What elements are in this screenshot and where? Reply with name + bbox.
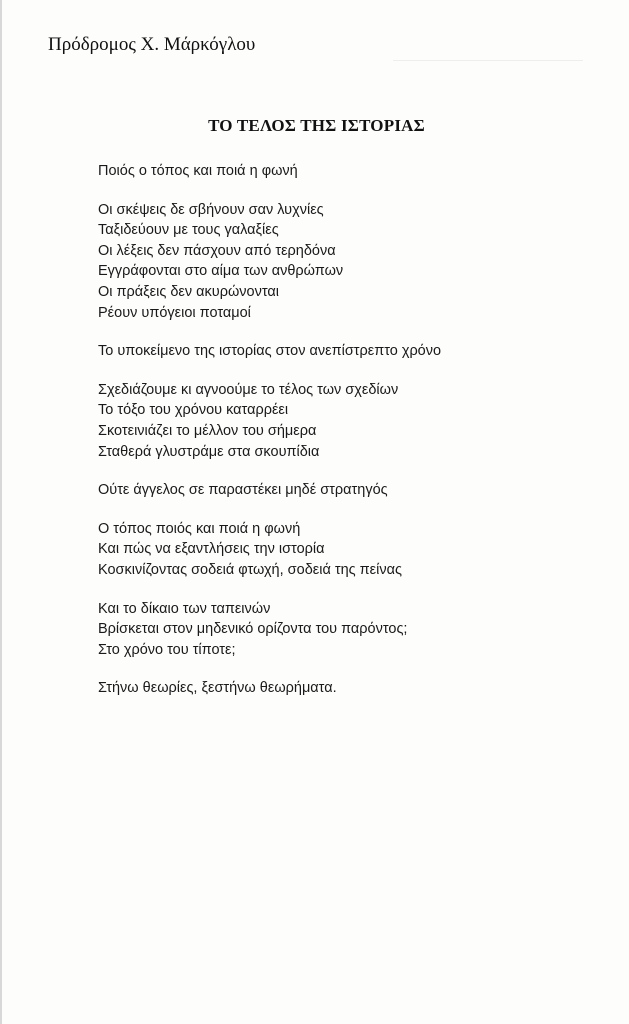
poem-line: Οι πράξεις δεν ακυρώνονται	[98, 283, 279, 300]
poem-stanza	[98, 480, 441, 501]
poem-line: Το τόξο του χρόνου καταρρέει	[98, 402, 289, 419]
poem-stanza	[98, 200, 441, 324]
poem-line: Το υποκείμενο της ιστορίας στον ανεπίστρεπτο χρόνο	[98, 343, 442, 360]
poem-line: Σκοτεινιάζει το μέλλον του σήμερα	[98, 422, 317, 439]
poem-line: Οι σκέψεις δε σβήνουν σαν λυχνίες	[98, 201, 324, 218]
poem-line: Στήνω θεωρίες, ξεστήνω θεωρήματα.	[98, 680, 337, 697]
poem-stanza	[98, 599, 441, 661]
poem-stanza	[98, 380, 441, 462]
poem-line: Στο χρόνο του τίποτε;	[98, 641, 236, 658]
poem-line: Οι λέξεις δεν πάσχουν από τερηδόνα	[98, 242, 336, 259]
poem-line: Εγγράφονται στο αίμα των ανθρώπων	[98, 263, 344, 280]
poem-line: Ταξιδεύουν με τους γαλαξίες	[98, 222, 279, 239]
poem-line: Σχεδιάζουμε κι αγνοούμε το τέλος των σχεδίων	[98, 381, 399, 398]
poem-stanza	[98, 678, 441, 699]
poem-line: Και το δίκαιο των ταπεινών	[98, 600, 271, 617]
poem-line: Σταθερά γλυστράμε στα σκουπίδια	[98, 443, 320, 460]
poem-line: Βρίσκεται στον μηδενικό ορίζοντα του παρόντος;	[98, 621, 408, 638]
poem-body	[98, 161, 441, 717]
poem-stanza	[98, 341, 441, 362]
poem-line: Ο τόπος ποιός και ποιά η φωνή	[98, 520, 301, 537]
page-header-author: Πρόδρομος Χ. Μάρκόγλου	[48, 34, 256, 55]
poem-line: Και πώς να εξαντλήσεις την ιστορία	[98, 541, 325, 558]
poem-line: Κοσκινίζοντας σοδειά φτωχή, σοδειά της πείνας	[98, 561, 402, 578]
poem-line: Ρέουν υπόγειοι ποταμοί	[98, 304, 251, 321]
poem-title: ΤΟ ΤΕΛΟΣ ΤΗΣ ΙΣΤΟΡΙΑΣ	[208, 116, 425, 135]
poem-line: Ποιός ο τόπος και ποιά η φωνή	[98, 163, 298, 179]
poem-stanza	[98, 519, 441, 581]
poem-stanza	[98, 161, 441, 182]
bleed-through-rule	[393, 60, 583, 61]
poem-line: Ούτε άγγελος σε παραστέκει μηδέ στρατηγός	[98, 482, 388, 499]
